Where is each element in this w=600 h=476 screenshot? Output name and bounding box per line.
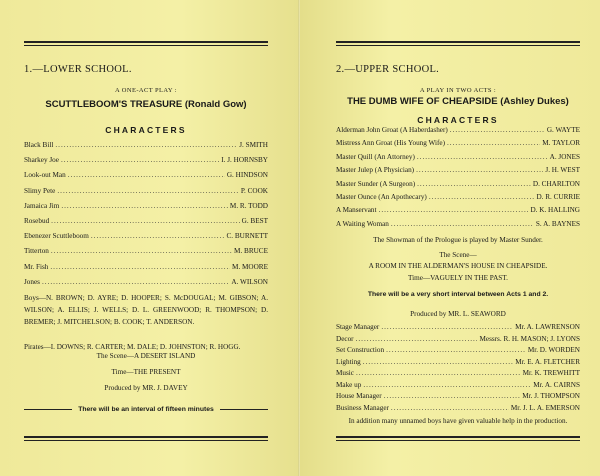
time-line: Time—VAGUELY IN THE PAST.: [408, 274, 508, 282]
actor: G. WAYTE: [546, 126, 580, 134]
interval-note: There will be a very short interval between Acts 1 and 2.: [367, 291, 549, 298]
actor: P. COOK: [240, 186, 268, 195]
cast-row: [24, 217, 268, 232]
crew-role: Make up: [336, 380, 362, 389]
crew-role: Decor: [336, 334, 354, 343]
role: Mistress Ann Groat (His Young Wife): [336, 139, 445, 148]
cast-row: [336, 139, 580, 152]
crew-row: [336, 346, 580, 358]
scene-line: The Scene—A DESERT ISLAND: [96, 352, 196, 360]
play-subtitle: A ONE-ACT PLAY :: [115, 87, 177, 94]
cast-row: [336, 206, 580, 219]
cast-row: [24, 141, 268, 156]
role: Alderman John Groat (A Haberdasher): [336, 126, 448, 134]
crew-list: [336, 323, 580, 415]
crew-row: [336, 404, 580, 416]
actor: M. BRUCE: [234, 247, 268, 256]
producer-line: Produced by MR. J. DAVEY: [104, 384, 188, 392]
scene-label: The Scene—: [439, 251, 477, 259]
crew-row: [336, 323, 580, 335]
actor: S. A. BAYNES: [535, 219, 580, 228]
characters-heading: CHARACTERS: [105, 125, 187, 135]
cast-row: [24, 232, 268, 247]
crew-role: Music: [336, 369, 354, 377]
actor: G. HINDSON: [226, 171, 268, 180]
crew-name: Mr. K. TREWHITT: [522, 369, 580, 377]
interval-note: [24, 406, 268, 413]
actor: D. R. CURRIE: [536, 192, 580, 201]
cast-row: [336, 153, 580, 166]
actor: J. H. WEST: [545, 166, 580, 175]
role: Master Quill (An Attorney): [336, 152, 415, 161]
crew-role: Stage Manager: [336, 323, 380, 331]
cast-row: [24, 171, 268, 186]
actor: M. TAYLOR: [542, 139, 580, 148]
characters-heading: CHARACTERS: [417, 115, 499, 125]
role: Jones: [24, 277, 40, 286]
right-page: [300, 0, 600, 476]
section-heading: 1.—LOWER SCHOOL.: [24, 64, 132, 75]
footnote: In addition many unnamed boys have given valuable help in the production.: [348, 417, 568, 425]
play-title: SCUTTLEBOOM'S TREASURE (Ronald Gow): [45, 99, 247, 110]
actor: A. JONES: [549, 152, 580, 161]
producer-line: Produced by MR. L. SEAWORD: [410, 310, 506, 318]
role: Black Bill: [24, 141, 54, 149]
cast-row: [24, 156, 268, 171]
actor: A. WILSON: [231, 277, 268, 286]
role: A Waiting Woman: [336, 219, 389, 228]
cast-list: [24, 141, 268, 293]
crew-role: House Manager: [336, 392, 382, 400]
actor: M. MOORE: [232, 262, 268, 271]
top-rule: [336, 41, 580, 46]
bottom-rule: [24, 436, 268, 441]
role: Master Julep (A Physician): [336, 166, 415, 175]
cast-row: [336, 166, 580, 179]
scene-line: A ROOM IN THE ALDERMAN'S HOUSE IN CHEAPSIDE.: [368, 262, 548, 270]
cast-row: [24, 278, 268, 293]
role: Slimy Pete: [24, 186, 56, 195]
actor: M. R. TODD: [229, 201, 268, 210]
crew-row: [336, 358, 580, 370]
time-line: Time—THE PRESENT: [111, 368, 181, 376]
actor: G. BEST: [241, 216, 268, 225]
role: Look-out Man: [24, 171, 66, 180]
crew-role: Lighting: [336, 357, 361, 366]
crew-row: [336, 381, 580, 393]
crew-name: Mr. E. A. FLETCHER: [515, 357, 580, 366]
role: Rosebud: [24, 216, 50, 225]
actor: I. J. HORNSBY: [221, 156, 268, 165]
crew-name: Mr. J. THOMPSON: [522, 392, 580, 400]
role: Titterton: [24, 247, 49, 256]
role: Sharkey Joe: [24, 156, 59, 165]
interval-text: There will be an interval of fifteen minutes: [78, 406, 214, 413]
boys-list: Boys—N. BROWN; D. AYRE; D. HOOPER; S. McDOUGAL; M. GIBSON; A. WILSON; A. ELLIS; J. WELLS; D. L. GREENWOOD; R. THOMPSON; D. BREMER; J. MITCHELSON; B. COOK; T. ANDERSON.: [24, 294, 268, 326]
crew-role: Set Construction: [336, 346, 385, 354]
cast-row: [336, 193, 580, 206]
cast-row: [336, 180, 580, 193]
role: Ebenezer Scuttleboom: [24, 232, 89, 241]
cast-row: [336, 126, 580, 139]
play-title: THE DUMB WIFE OF CHEAPSIDE (Ashley Dukes): [347, 96, 569, 107]
actor: C. BURNETT: [226, 232, 268, 241]
cast-list: [336, 126, 580, 233]
pirates-list: Pirates—I. DOWNS; R. CARTER; M. DALE; D. JOHNSTON; R. HOGG.: [24, 343, 241, 351]
crew-row: [336, 392, 580, 404]
role: Master Ounce (An Apothecary): [336, 192, 427, 201]
crew-row: [336, 335, 580, 347]
actor: D. CHARLTON: [532, 179, 580, 188]
crew-name: Messrs. R. H. MASON; J. LYONS: [479, 334, 580, 343]
role: Jamaica Jim: [24, 201, 60, 210]
top-rule: [24, 41, 268, 46]
crew-name: Mr. D. WORDEN: [527, 346, 580, 354]
role: Mr. Fish: [24, 262, 49, 271]
cast-row: [24, 263, 268, 278]
crew-row: [336, 369, 580, 381]
cast-row: [24, 247, 268, 262]
crew-name: Mr. A. CAIRNS: [533, 380, 580, 389]
showman-note: The Showman of the Prologue is played by Master Sunder.: [373, 236, 543, 244]
cast-row: [24, 202, 268, 217]
role: A Manservant: [336, 206, 377, 215]
crew-role: Business Manager: [336, 403, 389, 412]
actor: D. K. HALLING: [530, 206, 580, 215]
actor: J. SMITH: [239, 141, 268, 149]
cast-row: [336, 220, 580, 233]
section-heading: 2.—UPPER SCHOOL.: [336, 64, 440, 75]
crew-name: Mr. A. LAWRENSON: [515, 323, 580, 331]
crew-name: Mr. J. L. A. EMERSON: [510, 403, 580, 412]
role: Master Sunder (A Surgeon): [336, 179, 416, 188]
cast-row: [24, 187, 268, 202]
bottom-rule: [336, 436, 580, 441]
play-subtitle: A PLAY IN TWO ACTS :: [419, 87, 497, 94]
